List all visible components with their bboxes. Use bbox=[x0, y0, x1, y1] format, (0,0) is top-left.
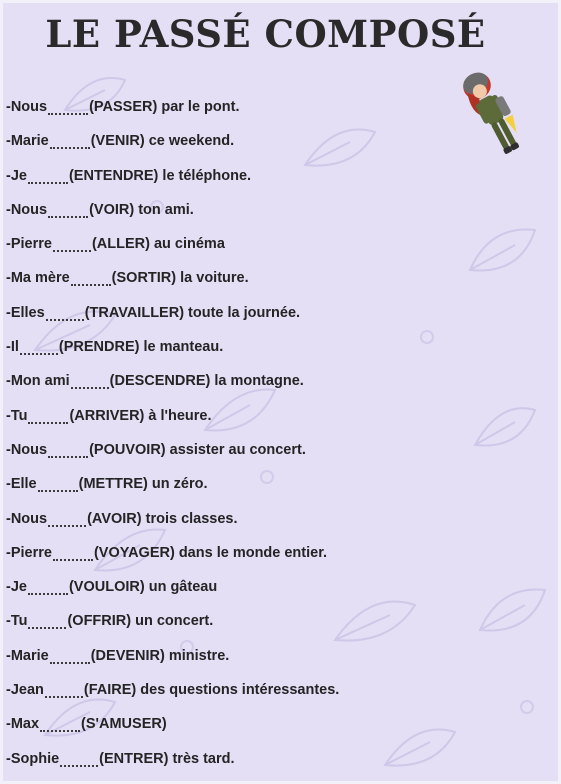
answer-blank[interactable] bbox=[28, 168, 68, 184]
answer-blank[interactable] bbox=[71, 270, 111, 286]
exercise-prompt: (VOULOIR) un gâteau bbox=[68, 579, 218, 596]
exercise-subject: -Tu bbox=[6, 407, 28, 424]
exercise-subject: -Elle bbox=[6, 476, 37, 493]
exercise-prompt: (S'AMUSER) bbox=[81, 716, 167, 733]
exercise-prompt: (VOYAGER) dans le monde entier. bbox=[93, 544, 328, 561]
answer-blank[interactable] bbox=[40, 716, 80, 732]
exercise-subject: -Max bbox=[6, 716, 40, 733]
exercise-row bbox=[6, 168, 561, 202]
exercise-row bbox=[6, 682, 561, 716]
answer-blank[interactable] bbox=[50, 648, 90, 664]
answer-blank[interactable] bbox=[48, 202, 88, 218]
exercise-prompt: (VOIR) ton ami. bbox=[89, 201, 194, 218]
exercise-prompt: (FAIRE) des questions intéressantes. bbox=[83, 682, 340, 699]
answer-blank[interactable] bbox=[48, 99, 88, 115]
exercise-subject: -Nous bbox=[6, 441, 48, 458]
exercise-subject: -Nous bbox=[6, 201, 48, 218]
exercise-prompt: (METTRE) un zéro. bbox=[78, 476, 208, 493]
answer-blank[interactable] bbox=[28, 408, 68, 424]
exercise-subject: -Nous bbox=[6, 510, 48, 527]
answer-blank[interactable] bbox=[50, 133, 90, 149]
exercise-prompt: (ENTRER) très tard. bbox=[99, 750, 235, 767]
answer-blank[interactable] bbox=[53, 545, 93, 561]
exercise-subject: -Je bbox=[6, 579, 27, 596]
exercise-row bbox=[6, 236, 561, 270]
page-title: LE PASSÉ COMPOSÉ bbox=[45, 12, 486, 56]
answer-blank[interactable] bbox=[53, 236, 91, 252]
exercise-row bbox=[6, 751, 561, 784]
exercise-prompt: (TRAVAILLER) toute la journée. bbox=[84, 304, 301, 321]
exercise-subject: -Pierre bbox=[6, 544, 52, 561]
exercise-subject: -Marie bbox=[6, 647, 49, 664]
exercise-prompt: (POUVOIR) assister au concert. bbox=[89, 441, 306, 458]
exercise-row bbox=[6, 270, 561, 304]
exercise-row bbox=[6, 339, 561, 373]
exercise-prompt: (AVOIR) trois classes. bbox=[87, 510, 238, 527]
exercise-subject: -Il bbox=[6, 339, 19, 356]
exercise-prompt: (PASSER) par le pont. bbox=[89, 99, 240, 115]
exercise-subject: -Nous bbox=[6, 99, 48, 115]
answer-blank[interactable] bbox=[46, 305, 84, 321]
exercise-row bbox=[6, 442, 561, 476]
answer-blank[interactable] bbox=[38, 476, 78, 492]
answer-blank[interactable] bbox=[28, 579, 68, 595]
exercise-prompt: (PRENDRE) le manteau. bbox=[58, 339, 224, 356]
exercise-row bbox=[6, 716, 561, 750]
exercise-subject: -Marie bbox=[6, 133, 49, 150]
exercise-row bbox=[6, 133, 561, 167]
exercise-prompt: (ENTENDRE) le téléphone. bbox=[68, 167, 252, 184]
answer-blank[interactable] bbox=[28, 613, 66, 629]
exercise-list bbox=[6, 99, 561, 784]
exercise-prompt: (SORTIR) la voiture. bbox=[111, 270, 249, 287]
exercise-row bbox=[6, 202, 561, 236]
exercise-prompt: (VENIR) ce weekend. bbox=[90, 133, 235, 150]
exercise-row bbox=[6, 511, 561, 545]
answer-blank[interactable] bbox=[60, 751, 98, 767]
exercise-prompt: (ALLER) au cinéma bbox=[91, 236, 225, 253]
answer-blank[interactable] bbox=[45, 682, 83, 698]
exercise-subject: -Je bbox=[6, 167, 27, 184]
exercise-subject: -Elles bbox=[6, 304, 45, 321]
answer-blank[interactable] bbox=[48, 511, 86, 527]
exercise-row bbox=[6, 545, 561, 579]
exercise-row bbox=[6, 613, 561, 647]
exercise-prompt: (DEVENIR) ministre. bbox=[90, 647, 230, 664]
exercise-subject: -Pierre bbox=[6, 236, 52, 253]
exercise-prompt: (OFFRIR) un concert. bbox=[67, 613, 214, 630]
exercise-row bbox=[6, 99, 561, 133]
exercise-row bbox=[6, 305, 561, 339]
exercise-subject: -Jean bbox=[6, 682, 44, 699]
answer-blank[interactable] bbox=[20, 339, 58, 355]
exercise-row bbox=[6, 648, 561, 682]
exercise-row bbox=[6, 579, 561, 613]
exercise-subject: -Ma mère bbox=[6, 270, 70, 287]
exercise-subject: -Tu bbox=[6, 613, 28, 630]
exercise-row bbox=[6, 408, 561, 442]
exercise-row bbox=[6, 476, 561, 510]
answer-blank[interactable] bbox=[71, 373, 109, 389]
answer-blank[interactable] bbox=[48, 442, 88, 458]
exercise-subject: -Sophie bbox=[6, 750, 60, 767]
exercise-prompt: (ARRIVER) à l'heure. bbox=[69, 407, 212, 424]
exercise-row bbox=[6, 373, 561, 407]
exercise-subject: -Mon ami bbox=[6, 373, 70, 390]
exercise-prompt: (DESCENDRE) la montagne. bbox=[109, 373, 304, 390]
